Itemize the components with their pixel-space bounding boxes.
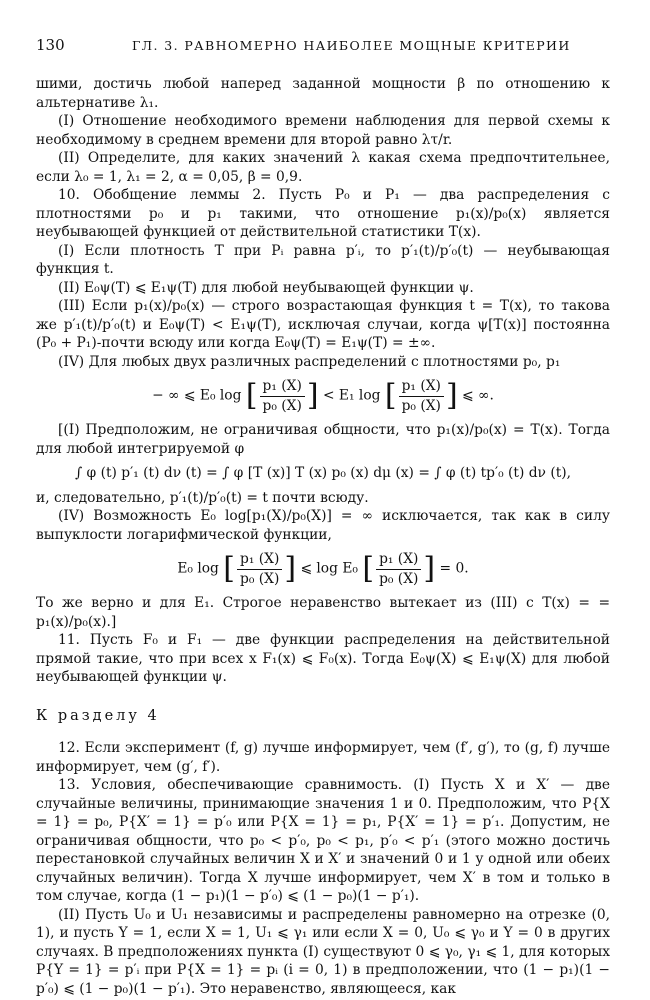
denominator: p₀ (X) xyxy=(401,397,441,414)
paragraph: (I) Если плотность T при Pᵢ равна p′ᵢ, то p′₁(t)/p′₀(t) — неубывающая функция t. xyxy=(36,242,610,277)
formula-part: = 0. xyxy=(439,560,469,577)
bracket-close: ] xyxy=(445,378,458,413)
paragraph: (III) Если p₁(x)/p₀(x) — строго возрастающая функция t = T(x), то такова же p′₁(t)/p′₀(t) и E₀ψ(T) < E₁ψ(T), исключая случаи, когда ψ[T(x)] постоянна (P₀ + P₁)-почти всюду или когда E₀ψ(T) = E₁ψ(T) = ±∞. xyxy=(36,298,610,351)
formula-part: ⩽ ∞. xyxy=(462,387,494,404)
page-number: 130 xyxy=(36,36,65,54)
paragraph: 10. Обобщение леммы 2. Пусть P₀ и P₁ — два распределения с плотностями p₀ и p₁ такими, что отношение p₁(x)/p₀(x) является неубывающей функцией от действительной статистики T(x). xyxy=(36,187,610,240)
formula-jensen xyxy=(36,550,610,588)
formula-part: < E₁ log xyxy=(322,387,381,404)
paragraph: шими, достичь любой наперед заданной мощности β по отношению к альтернативе λ₁. xyxy=(36,76,610,111)
paragraph: (IV) Возможность E₀ log[p₁(X)/p₀(X)] = ∞ исключается, так как в силу выпуклости логарифмической функции, xyxy=(36,508,610,543)
paragraph: [(I) Предположим, не ограничивая общности, что p₁(x)/p₀(x) = T(x). Тогда для любой интегрируемой φ xyxy=(36,422,610,457)
paragraph: 13. Условия, обеспечивающие сравнимость. (I) Пусть X и X′ — две случайные величины, принимающие значения 1 и 0. Предположим, что P{X = 1} = p₀, P{X′ = 1} = p′₀ или P{X = 1} = p₁, P{X′ = 1} = p′₁. Допустим, не ограничивая общности, что p₀ < p′₀, p₀ < p₁, p′₀ < p′₁ (этого можно достичь перестановкой случайных величин X и X′ и значений 0 и 1 у одной или обеих случайных величин). Тогда X лучше информирует, чем X′ в том и только в том случае, когда (1 − p₁)(1 − p′₀) ⩽ (1 − p₀)(1 − p′₁). xyxy=(36,777,610,904)
section-heading: К разделу 4 xyxy=(36,707,160,724)
paragraph: (IV) Для любых двух различных распределений с плотностями p₀, p₁ xyxy=(58,353,561,370)
formula-kl-bounds xyxy=(36,377,610,415)
bracket-open: [ xyxy=(384,378,397,413)
formula-part: E₀ log xyxy=(177,560,219,577)
formula-integral: ∫ φ (t) p′₁ (t) dν (t) = ∫ φ [T (x)] T (x) p₀ (x) dμ (x) = ∫ φ (t) tp′₀ (t) dν (t), xyxy=(74,465,572,481)
numerator: p₁ (X) xyxy=(399,377,444,397)
paragraph: (II) E₀ψ(T) ⩽ E₁ψ(T) для любой неубывающей функции ψ. xyxy=(58,279,474,296)
paragraph: 11. Пусть F₀ и F₁ — две функции распределения на действительной прямой такие, что при всех x F₁(x) ⩽ F₀(x). Тогда E₀ψ(X) ⩽ E₁ψ(X) для любой неубывающей функции ψ. xyxy=(36,632,610,685)
paragraph: (I) Отношение необходимого времени наблюдения для первой схемы к необходимому в среднем времени для второй равно λτ/r. xyxy=(36,113,610,148)
running-head: ГЛ. 3. РАВНОМЕРНО НАИБОЛЕЕ МОЩНЫЕ КРИТЕРИИ xyxy=(132,38,571,53)
bracket-close: ] xyxy=(423,551,436,586)
bracket-close: ] xyxy=(284,551,297,586)
bracket-open: [ xyxy=(245,378,258,413)
formula-part: − ∞ ⩽ E₀ log xyxy=(152,387,242,404)
bracket-close: ] xyxy=(306,378,319,413)
numerator: p₁ (X) xyxy=(260,377,305,397)
fraction xyxy=(237,550,282,588)
numerator: p₁ (X) xyxy=(376,550,421,570)
paragraph: То же верно и для E₁. Строгое неравенство вытекает из (III) с T(x) = = p₁(x)/p₀(x).] xyxy=(36,595,610,630)
denominator: p₀ (X) xyxy=(240,570,280,587)
paragraph: и, следовательно, p′₁(t)/p′₀(t) = t почти всюду. xyxy=(36,489,369,506)
denominator: p₀ (X) xyxy=(262,397,302,414)
bracket-open: [ xyxy=(362,551,375,586)
fraction xyxy=(376,550,421,588)
denominator: p₀ (X) xyxy=(379,570,419,587)
paragraph: (II) Пусть U₀ и U₁ независимы и распределены равномерно на отрезке (0, 1), и пусть Y = 1, если X = 1, U₁ ⩽ γ₁ или если X = 0, U₀ ⩽ γ₀ и Y = 0 в других случаях. В предположениях пункта (I) существуют 0 ⩽ γ₀, γ₁ ⩽ 1, для которых P{Y = 1} = p′ᵢ при P{X = 1} = pᵢ (i = 0, 1) в предположении, что (1 − p₁)(1 − p′₀) ⩽ (1 − p₀)(1 − p′₁). Это неравенство, являющееся, как xyxy=(36,906,610,997)
formula-part: ⩽ log E₀ xyxy=(300,560,358,577)
page-header xyxy=(36,36,614,56)
page-body xyxy=(36,75,610,998)
fraction xyxy=(399,377,444,415)
bracket-open: [ xyxy=(223,551,235,586)
paragraph: (II) Определите, для каких значений λ какая схема предпочтительнее, если λ₀ = 1, λ₁ = 2, α = 0,05, β = 0,9. xyxy=(36,150,610,185)
paragraph: 12. Если эксперимент (f, g) лучше информирует, чем (f′, g′), то (g, f) лучше информирует, чем (g′, f′). xyxy=(36,740,610,775)
numerator: p₁ (X) xyxy=(237,550,282,570)
fraction xyxy=(260,377,305,415)
